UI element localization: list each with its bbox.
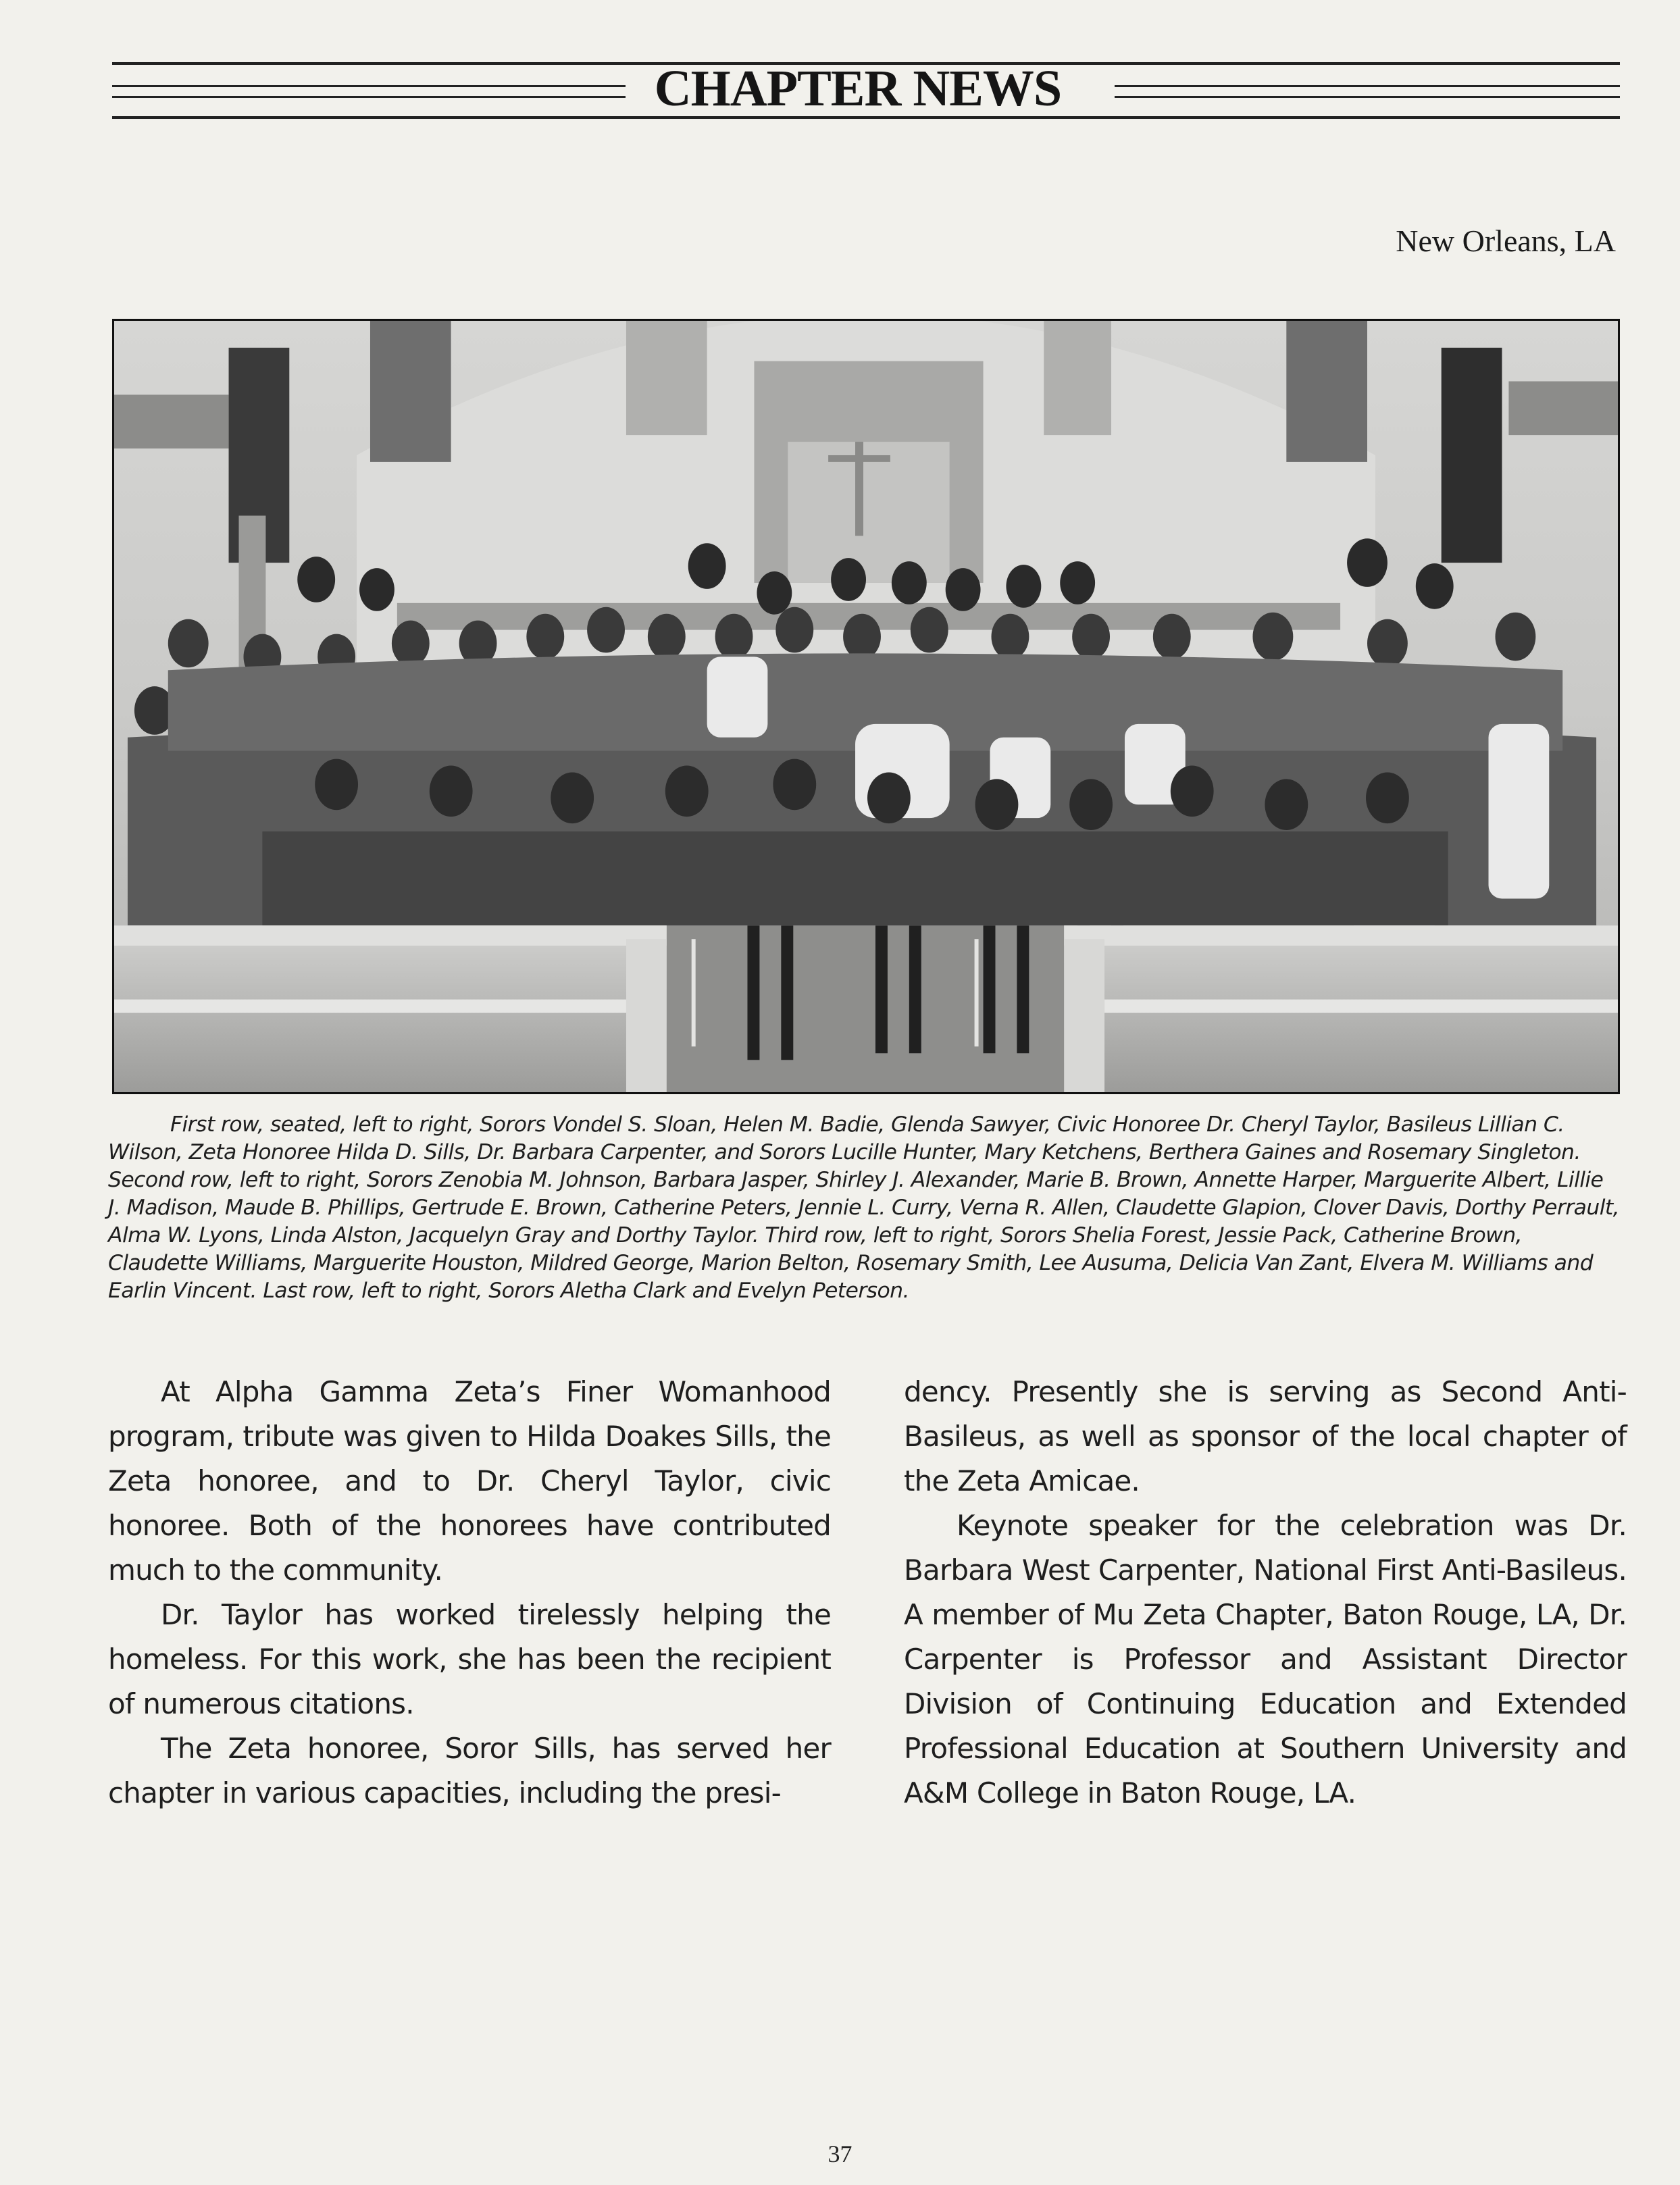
masthead-left-rule-1 <box>112 85 626 87</box>
article-paragraph: Dr. Taylor has worked tirelessly helping the homeless. For this work, she has been the recipient of numerous citations. <box>108 1598 831 1720</box>
group-photograph <box>112 319 1620 1094</box>
chapter-location: New Orleans, LA <box>1396 224 1616 258</box>
masthead-right-rule-2 <box>1115 96 1620 98</box>
article-paragraph: At Alpha Gamma Zeta’s Finer Womanhood program, tribute was given to Hilda Doakes Sills, the Zeta honoree, and to Dr. Cheryl Taylor, civic honoree. Both of the honorees have contributed much to the community. <box>108 1375 831 1587</box>
article-paragraph: dency. Presently she is serving as Second Anti-Basileus, as well as sponsor of the local chapter of the Zeta Amicae. <box>904 1375 1627 1497</box>
photo-illustration <box>114 321 1618 1092</box>
page-number: 37 <box>828 2140 852 2167</box>
article-column-right <box>904 1370 1627 1816</box>
article-paragraph: Keynote speaker for the celebration was Dr. Barbara West Carpenter, National First Anti-Basileus. A member of Mu Zeta Chapter, Baton Rouge, LA, Dr. Carpenter is Professor and Assistant Director Division of Continuing Education and Extended Professional Education at Southern University and A&M College in Baton Rouge, LA. <box>904 1509 1627 1809</box>
masthead-left-rule-2 <box>112 96 626 98</box>
article-paragraph: The Zeta honoree, Soror Sills, has served her chapter in various capacities, including the presi- <box>108 1732 831 1809</box>
masthead-right-rule-1 <box>1115 85 1620 87</box>
photo-caption: First row, seated, left to right, Sorors Vondel S. Sloan, Helen M. Badie, Glenda Sawyer, Civic Honoree Dr. Cheryl Taylor, Basileus Lillian C. Wilson, Zeta Honoree Hilda D. Sills, Dr. Barbara Carpenter, and Sorors Lucille Hunter, Mary Ketchens, Berthera Gaines and Rosemary Singleton. Second row, left to right, Sorors Zenobia M. Johnson, Barbara Jasper, Shirley J. Alexander, Marie B. Brown, Annette Harper, Marguerite Albert, Lillie J. Madison, Maude B. Phillips, Gertrude E. Brown, Catherine Peters, Jennie L. Curry, Verna R. Allen, Claudette Glapion, Clover Davis, Dorthy Perrault, Alma W. Lyons, Linda Alston, Jacquelyn Gray and Dorthy Taylor. Third row, left to right, Sorors Shelia Forest, Jessie Pack, Catherine Brown, Claudette Williams, Marguerite Houston, Mildred George, Marion Belton, Rosemary Smith, Lee Ausuma, Delicia Van Zant, Elvera M. Williams and Earlin Vincent. Last row, left to right, Sorors Aletha Clark and Evelyn Peterson. <box>108 1112 1620 1303</box>
section-title: CHAPTER NEWS <box>654 60 1062 117</box>
article-column-left <box>108 1370 831 1816</box>
